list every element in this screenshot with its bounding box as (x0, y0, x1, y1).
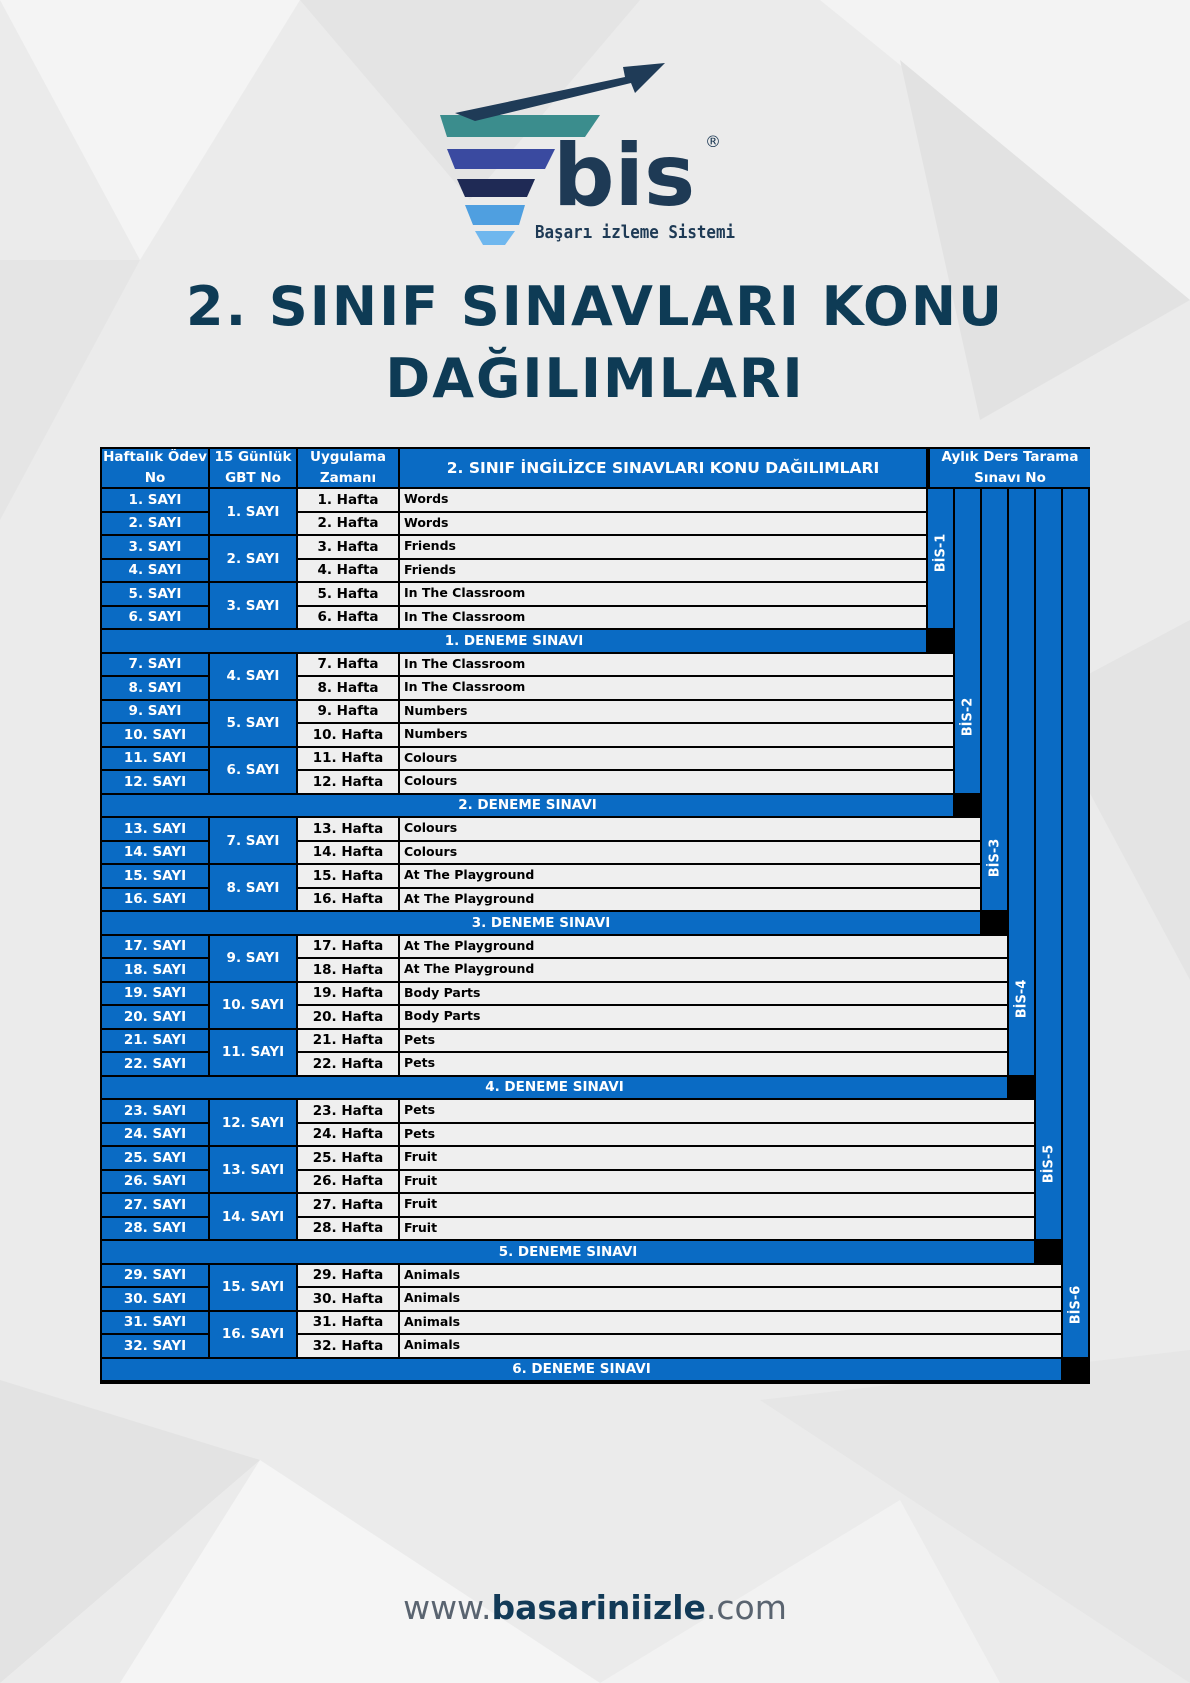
topic-cell: Animals (400, 1288, 1061, 1310)
week-label: 17. Hafta (298, 936, 398, 958)
homework-no: 27. SAYI (102, 1194, 208, 1216)
homework-no: 3. SAYI (102, 536, 208, 558)
week-label: 6. Hafta (298, 607, 398, 629)
topic-cell: Pets (400, 1053, 1007, 1075)
homework-no: 28. SAYI (102, 1218, 208, 1240)
homework-no: 7. SAYI (102, 654, 208, 676)
week-label: 9. Hafta (298, 701, 398, 723)
topic-cell: Animals (400, 1335, 1061, 1357)
topic-cell: Pets (400, 1030, 1007, 1052)
gbt-no: 10. SAYI (210, 983, 296, 1028)
homework-no: 1. SAYI (102, 489, 208, 511)
homework-no: 19. SAYI (102, 983, 208, 1005)
bis-column-2 (955, 489, 980, 793)
topic-cell: Fruit (400, 1147, 1034, 1169)
homework-no: 24. SAYI (102, 1124, 208, 1146)
header-homework-line1: Haftalık Ödev (103, 449, 207, 465)
topic-cell: Pets (400, 1124, 1034, 1146)
gbt-no: 6. SAYI (210, 748, 296, 793)
homework-no: 32. SAYI (102, 1335, 208, 1357)
gbt-no: 1. SAYI (210, 489, 296, 534)
week-label: 10. Hafta (298, 724, 398, 746)
bis-label: BİS-4 (1014, 979, 1029, 1019)
gbt-no: 11. SAYI (210, 1030, 296, 1075)
header-homework-line2: No (144, 470, 166, 486)
week-label: 31. Hafta (298, 1312, 398, 1334)
week-label: 27. Hafta (298, 1194, 398, 1216)
homework-no: 5. SAYI (102, 583, 208, 605)
header-time-line2: Zamanı (319, 470, 377, 486)
homework-no: 22. SAYI (102, 1053, 208, 1075)
logo-tagline: Başarı izleme Sistemi (535, 222, 736, 243)
homework-no: 16. SAYI (102, 889, 208, 911)
topic-cell: Words (400, 513, 926, 535)
week-label: 3. Hafta (298, 536, 398, 558)
page-title-line2: DAĞILIMLARI (385, 347, 805, 410)
gbt-no: 12. SAYI (210, 1100, 296, 1145)
url-prefix: www. (403, 1588, 492, 1627)
week-label: 22. Hafta (298, 1053, 398, 1075)
header-gbt-line1: 15 Günlük (214, 449, 292, 465)
topic-cell: At The Playground (400, 889, 980, 911)
homework-no: 18. SAYI (102, 959, 208, 981)
website-url[interactable] (0, 1588, 1190, 1627)
header-time-line1: Uygulama (310, 449, 386, 465)
topic-cell: Words (400, 489, 926, 511)
url-suffix: .com (705, 1588, 787, 1627)
week-label: 16. Hafta (298, 889, 398, 911)
gbt-no: 13. SAYI (210, 1147, 296, 1192)
bis-column-5 (1036, 489, 1061, 1239)
week-label: 5. Hafta (298, 583, 398, 605)
bis-label: BİS-5 (1041, 1144, 1056, 1183)
deneme-row: 2. DENEME SINAVI (102, 795, 953, 817)
gbt-no: 15. SAYI (210, 1265, 296, 1310)
bis-label: BİS-2 (960, 697, 975, 737)
week-label: 30. Hafta (298, 1288, 398, 1310)
homework-no: 10. SAYI (102, 724, 208, 746)
week-label: 18. Hafta (298, 959, 398, 981)
week-label: 32. Hafta (298, 1335, 398, 1357)
topic-cell: In The Classroom (400, 607, 926, 629)
header-monthly-line2: Sınavı No (974, 470, 1046, 486)
topic-cell: At The Playground (400, 959, 1007, 981)
deneme-row: 5. DENEME SINAVI (102, 1241, 1034, 1263)
homework-no: 20. SAYI (102, 1006, 208, 1028)
bis-logo (435, 55, 755, 255)
week-label: 23. Hafta (298, 1100, 398, 1122)
topic-cell: Pets (400, 1100, 1034, 1122)
homework-no: 4. SAYI (102, 560, 208, 582)
topic-cell: Animals (400, 1265, 1061, 1287)
gbt-no: 9. SAYI (210, 936, 296, 981)
homework-no: 29. SAYI (102, 1265, 208, 1287)
week-label: 2. Hafta (298, 513, 398, 535)
topic-cell: At The Playground (400, 865, 980, 887)
week-label: 19. Hafta (298, 983, 398, 1005)
bis-label: BİS-1 (933, 533, 948, 572)
topic-cell: In The Classroom (400, 654, 953, 676)
homework-no: 2. SAYI (102, 513, 208, 535)
topic-cell: Colours (400, 748, 953, 770)
week-label: 21. Hafta (298, 1030, 398, 1052)
homework-no: 6. SAYI (102, 607, 208, 629)
deneme-row: 6. DENEME SINAVI (102, 1359, 1061, 1381)
topic-cell: Body Parts (400, 983, 1007, 1005)
gbt-no: 16. SAYI (210, 1312, 296, 1357)
schedule-table (100, 447, 1090, 1384)
week-label: 13. Hafta (298, 818, 398, 840)
gbt-no: 14. SAYI (210, 1194, 296, 1239)
homework-no: 17. SAYI (102, 936, 208, 958)
week-label: 24. Hafta (298, 1124, 398, 1146)
week-label: 4. Hafta (298, 560, 398, 582)
homework-no: 15. SAYI (102, 865, 208, 887)
bis-column-6 (1063, 489, 1088, 1357)
homework-no: 31. SAYI (102, 1312, 208, 1334)
topic-cell: In The Classroom (400, 677, 953, 699)
homework-no: 26. SAYI (102, 1171, 208, 1193)
homework-no: 12. SAYI (102, 771, 208, 793)
deneme-row: 1. DENEME SINAVI (102, 630, 926, 652)
topic-cell: Animals (400, 1312, 1061, 1334)
gbt-no: 4. SAYI (210, 654, 296, 699)
bis-label: BİS-6 (1068, 1285, 1083, 1324)
header-monthly-line1: Aylık Ders Tarama (941, 449, 1079, 465)
deneme-row: 4. DENEME SINAVI (102, 1077, 1007, 1099)
topic-cell: Colours (400, 771, 953, 793)
bis-label: BİS-3 (987, 838, 1002, 878)
week-label: 8. Hafta (298, 677, 398, 699)
topic-cell: At The Playground (400, 936, 1007, 958)
topic-cell: Fruit (400, 1194, 1034, 1216)
header-monthly (930, 449, 1090, 487)
homework-no: 23. SAYI (102, 1100, 208, 1122)
topic-cell: Colours (400, 818, 980, 840)
topic-cell: Body Parts (400, 1006, 1007, 1028)
homework-no: 14. SAYI (102, 842, 208, 864)
topic-cell: Numbers (400, 701, 953, 723)
topic-cell: Friends (400, 536, 926, 558)
registered-mark: ® (705, 132, 721, 151)
week-label: 25. Hafta (298, 1147, 398, 1169)
homework-no: 30. SAYI (102, 1288, 208, 1310)
week-label: 15. Hafta (298, 865, 398, 887)
homework-no: 13. SAYI (102, 818, 208, 840)
header-time (298, 449, 398, 487)
topic-cell: Fruit (400, 1218, 1034, 1240)
header-gbt (210, 449, 296, 487)
homework-no: 25. SAYI (102, 1147, 208, 1169)
week-label: 11. Hafta (298, 748, 398, 770)
week-label: 1. Hafta (298, 489, 398, 511)
topic-cell: Numbers (400, 724, 953, 746)
gbt-no: 5. SAYI (210, 701, 296, 746)
topic-cell: Fruit (400, 1171, 1034, 1193)
homework-no: 8. SAYI (102, 677, 208, 699)
gbt-no: 7. SAYI (210, 818, 296, 863)
header-homework (102, 449, 208, 487)
week-label: 7. Hafta (298, 654, 398, 676)
topic-cell: Friends (400, 560, 926, 582)
header-topics: 2. SINIF İNGİLİZCE SINAVLARI KONU DAĞILIMLARI (400, 449, 926, 487)
week-label: 14. Hafta (298, 842, 398, 864)
homework-no: 11. SAYI (102, 748, 208, 770)
topic-cell: Colours (400, 842, 980, 864)
page-title-line1: 2. SINIF SINAVLARI KONU (186, 275, 1004, 338)
gbt-no: 2. SAYI (210, 536, 296, 581)
week-label: 29. Hafta (298, 1265, 398, 1287)
gbt-no: 8. SAYI (210, 865, 296, 910)
week-label: 26. Hafta (298, 1171, 398, 1193)
homework-no: 21. SAYI (102, 1030, 208, 1052)
homework-no: 9. SAYI (102, 701, 208, 723)
logo-wordmark: bis (553, 126, 696, 226)
deneme-row: 3. DENEME SINAVI (102, 912, 980, 934)
header-gbt-line2: GBT No (225, 470, 281, 486)
week-label: 28. Hafta (298, 1218, 398, 1240)
gbt-no: 3. SAYI (210, 583, 296, 628)
topic-cell: In The Classroom (400, 583, 926, 605)
url-domain: basariniizle (491, 1588, 706, 1627)
week-label: 20. Hafta (298, 1006, 398, 1028)
week-label: 12. Hafta (298, 771, 398, 793)
